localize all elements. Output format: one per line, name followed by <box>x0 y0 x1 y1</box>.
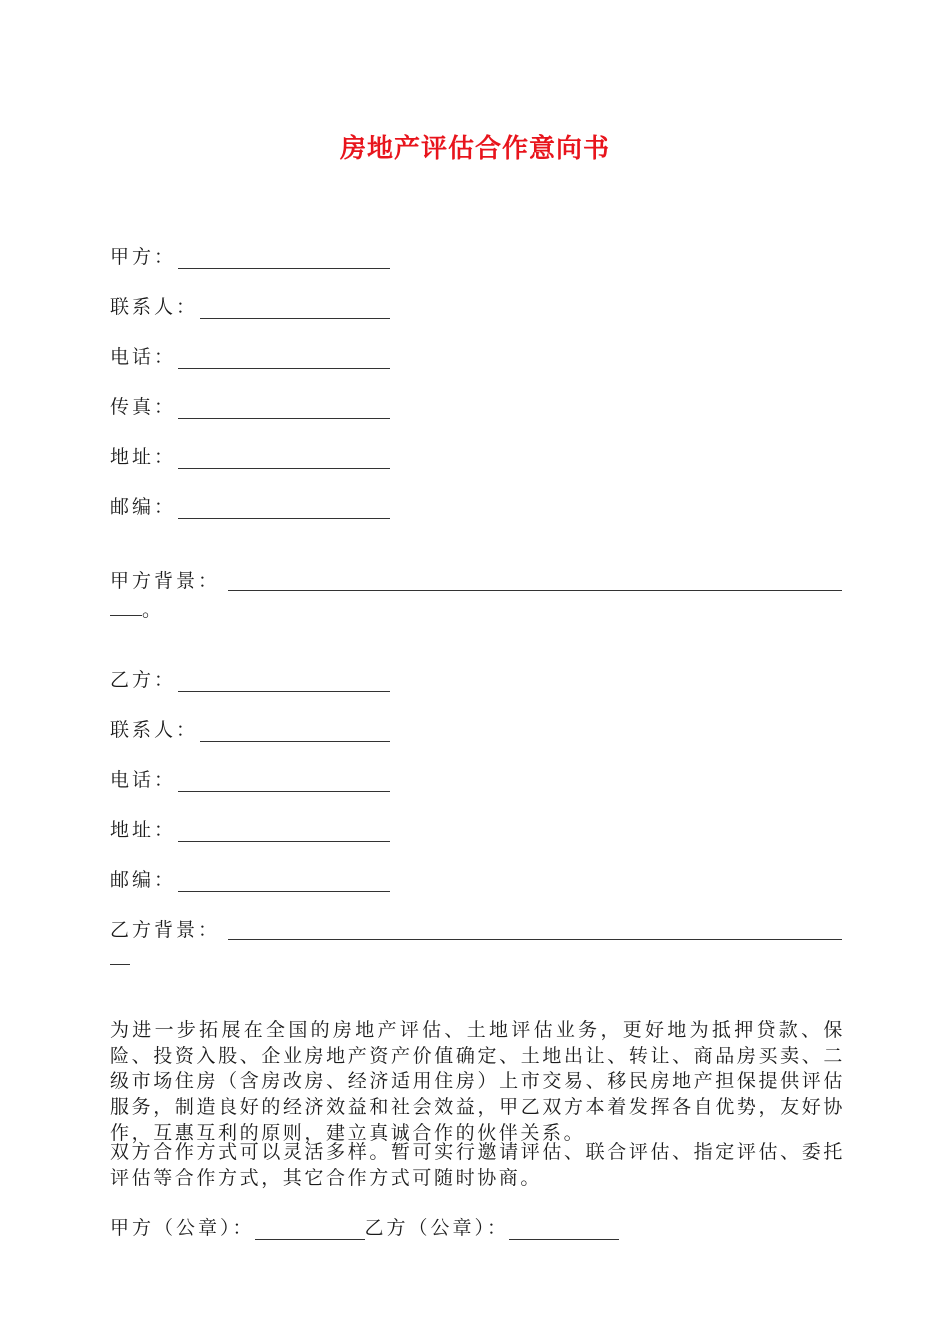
party-b-seal-blank[interactable] <box>509 1219 619 1240</box>
party-b-background-field <box>110 918 220 942</box>
party-a-fax-field <box>110 395 390 419</box>
party-a-address-blank[interactable] <box>178 448 390 469</box>
party-b-background-label: 乙方背景： <box>110 919 221 941</box>
cooperation-purpose-paragraph: 为进一步拓展在全国的房地产评估、土地评估业务，更好地为抵押贷款、保险、投资入股、企业房地产资产价值确定、土地出让、转让、商品房买卖、二级市场住房（含房改房、经济适用住房）上市交易、移民房地产担保提供评估服务，制造良好的经济效益和社会效益，甲乙双方本着发挥各自优势，友好协作，互惠互利的原则，建立真诚合作的伙伴关系。 <box>110 1019 845 1144</box>
party-b-postcode-blank[interactable] <box>178 871 390 892</box>
party-b-postcode-field <box>110 868 390 892</box>
seal-line <box>110 1216 619 1240</box>
party-a-background-blank[interactable] <box>228 590 842 591</box>
party-a-address-field <box>110 445 390 469</box>
party-a-postcode-blank[interactable] <box>178 498 390 519</box>
party-a-address-label: 地址： <box>110 446 177 468</box>
party-a-name-blank[interactable] <box>178 248 390 269</box>
party-a-postcode-field <box>110 495 390 519</box>
document-title: 房地产评估合作意向书 <box>339 134 610 164</box>
party-b-phone-label: 电话： <box>110 769 177 791</box>
party-a-seal-blank[interactable] <box>255 1219 365 1240</box>
party-a-contact-label: 联系人： <box>110 296 199 318</box>
party-b-address-label: 地址： <box>110 819 177 841</box>
party-a-fax-blank[interactable] <box>178 398 390 419</box>
party-b-seal-label: 乙方（公章）： <box>364 1217 510 1239</box>
party-b-phone-blank[interactable] <box>178 771 390 792</box>
party-b-phone-field <box>110 768 390 792</box>
party-a-background-field <box>110 569 220 593</box>
party-b-address-field <box>110 818 390 842</box>
party-b-name-blank[interactable] <box>178 671 390 692</box>
party-a-background-label: 甲方背景： <box>110 570 221 592</box>
party-a-postcode-label: 邮编： <box>110 496 177 518</box>
party-a-name-label: 甲方： <box>110 246 177 268</box>
party-b-contact-blank[interactable] <box>200 721 390 742</box>
party-a-contact-blank[interactable] <box>200 298 390 319</box>
cooperation-mode-paragraph: 双方合作方式可以灵活多样。暂可实行邀请评估、联合评估、指定评估、委托评估等合作方式，其它合作方式可随时协商。 <box>110 1141 845 1189</box>
party-a-fax-label: 传真： <box>110 396 177 418</box>
party-b-background-blank-continued[interactable] <box>110 964 130 965</box>
party-a-seal-label: 甲方（公章）： <box>110 1217 255 1239</box>
party-a-background-blank-continued[interactable] <box>110 615 142 616</box>
party-a-name-field <box>110 245 390 269</box>
party-b-address-blank[interactable] <box>178 821 390 842</box>
party-b-contact-label: 联系人： <box>110 719 199 741</box>
party-b-name-label: 乙方： <box>110 669 177 691</box>
party-a-contact-field <box>110 295 390 319</box>
party-a-background-end: 。 <box>142 599 165 621</box>
party-b-background-blank[interactable] <box>228 939 842 940</box>
party-a-phone-blank[interactable] <box>178 348 390 369</box>
party-b-contact-field <box>110 718 390 742</box>
party-a-phone-field <box>110 345 390 369</box>
party-b-postcode-label: 邮编： <box>110 869 177 891</box>
party-a-phone-label: 电话： <box>110 346 177 368</box>
party-b-name-field <box>110 668 390 692</box>
